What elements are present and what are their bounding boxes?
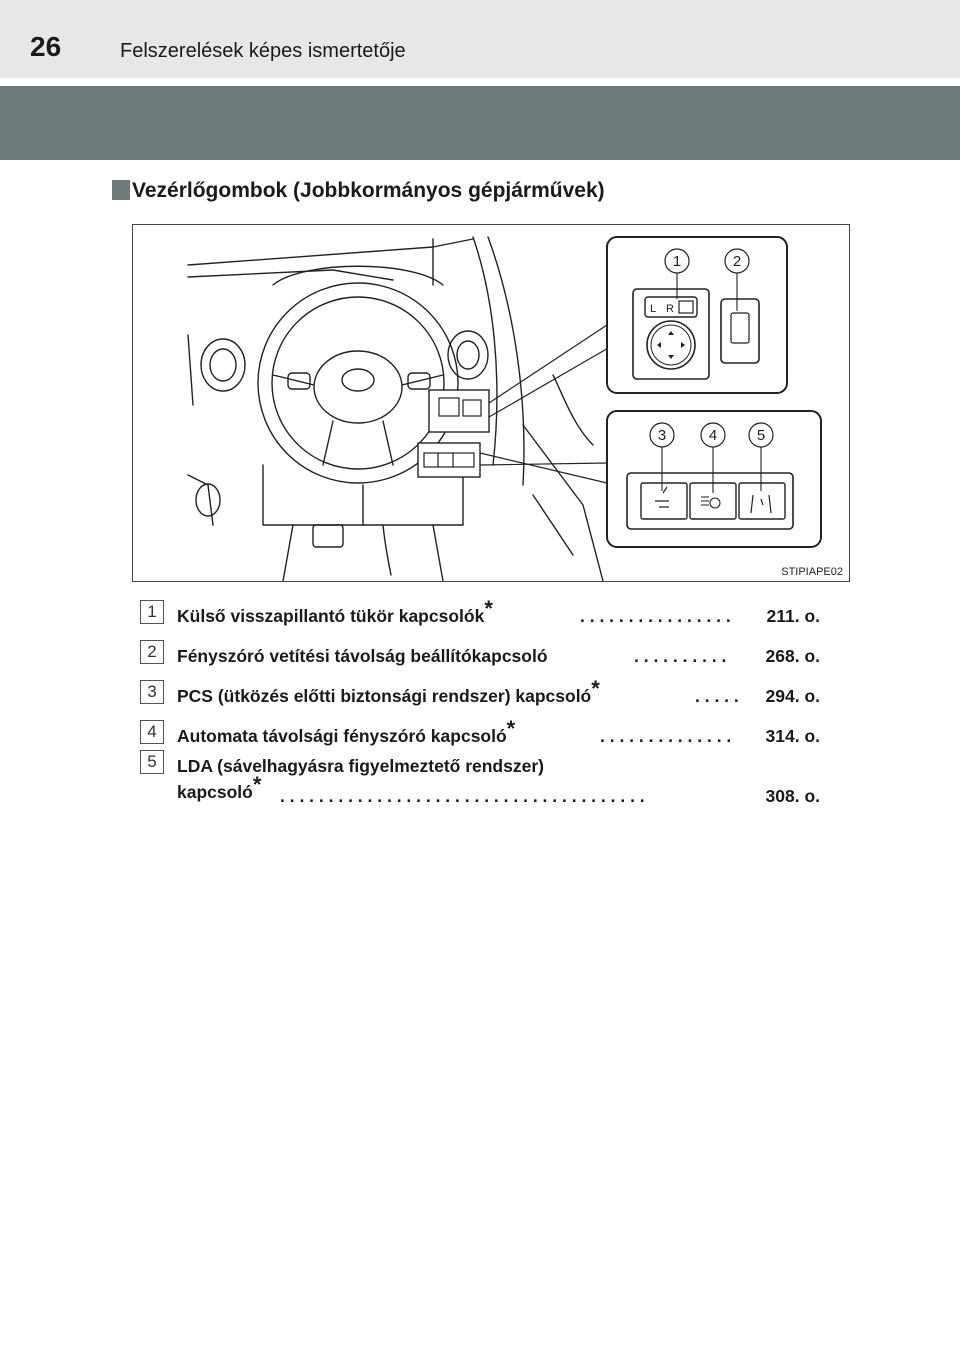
leader-dots: . . . . . . . . . . . . . . — [600, 726, 732, 746]
figure-code: STIPIAPE02 — [781, 566, 843, 578]
list-item — [140, 596, 820, 628]
list-item — [140, 640, 820, 668]
page-header — [0, 0, 960, 78]
svg-text:5: 5 — [756, 427, 766, 444]
page-number: 26 — [30, 31, 62, 62]
footnote-star: * — [506, 716, 516, 741]
leader-dots: . . . . . . . . . . — [634, 646, 727, 666]
item-number: 1 — [140, 600, 164, 624]
dashboard-illustration — [132, 224, 850, 582]
svg-text:3: 3 — [657, 427, 667, 444]
page-reference: 308. o. — [765, 786, 820, 806]
list-item — [140, 676, 820, 708]
leader-dots: . . . . . — [695, 686, 739, 706]
item-label: Automata távolsági fényszóró kapcsoló — [177, 726, 507, 746]
header-title: Felszerelések képes ismertetője — [120, 40, 406, 62]
page-reference: 211. o. — [766, 606, 820, 626]
item-label: PCS (ütközés előtti biztonsági rendszer) kapcsoló — [177, 686, 592, 706]
list-item — [140, 716, 820, 748]
page-reference: 294. o. — [765, 686, 820, 706]
page-reference: 268. o. — [765, 646, 820, 666]
item-label: LDA (sávelhagyásra figyelmeztető rendszer) — [177, 756, 544, 776]
leader-dots: . . . . . . . . . . . . . . . . . . . . . . . . . . . . . . . . . . . . . . — [280, 786, 645, 806]
section-title: Vezérlőgombok (Jobbkormányos gépjárművek) — [132, 179, 605, 202]
list-item — [140, 750, 820, 810]
svg-text:4: 4 — [708, 427, 718, 444]
item-number: 5 — [140, 750, 164, 774]
item-number: 4 — [140, 720, 164, 744]
svg-text:1: 1 — [672, 253, 682, 270]
page-reference: 314. o. — [765, 726, 820, 746]
section-marker — [112, 180, 130, 200]
dash-line — [188, 239, 473, 265]
mirror-left-label: L — [650, 303, 657, 315]
svg-text:2: 2 — [732, 253, 742, 270]
item-number: 3 — [140, 680, 164, 704]
item-label: Fényszóró vetítési távolság beállítókapcsoló — [177, 646, 548, 666]
leader-dots: . . . . . . . . . . . . . . . . — [580, 606, 731, 626]
mirror-right-label: R — [666, 303, 674, 315]
illustration-svg — [133, 225, 849, 581]
item-label: Külső visszapillantó tükör kapcsolók — [177, 606, 485, 626]
footnote-star: * — [252, 772, 262, 797]
footnote-star: * — [484, 596, 493, 621]
vent-left — [201, 339, 245, 391]
footnote-star: * — [591, 676, 600, 701]
header-banner — [0, 86, 960, 160]
item-number: 2 — [140, 640, 164, 664]
item-label-continued: kapcsoló — [177, 782, 253, 802]
